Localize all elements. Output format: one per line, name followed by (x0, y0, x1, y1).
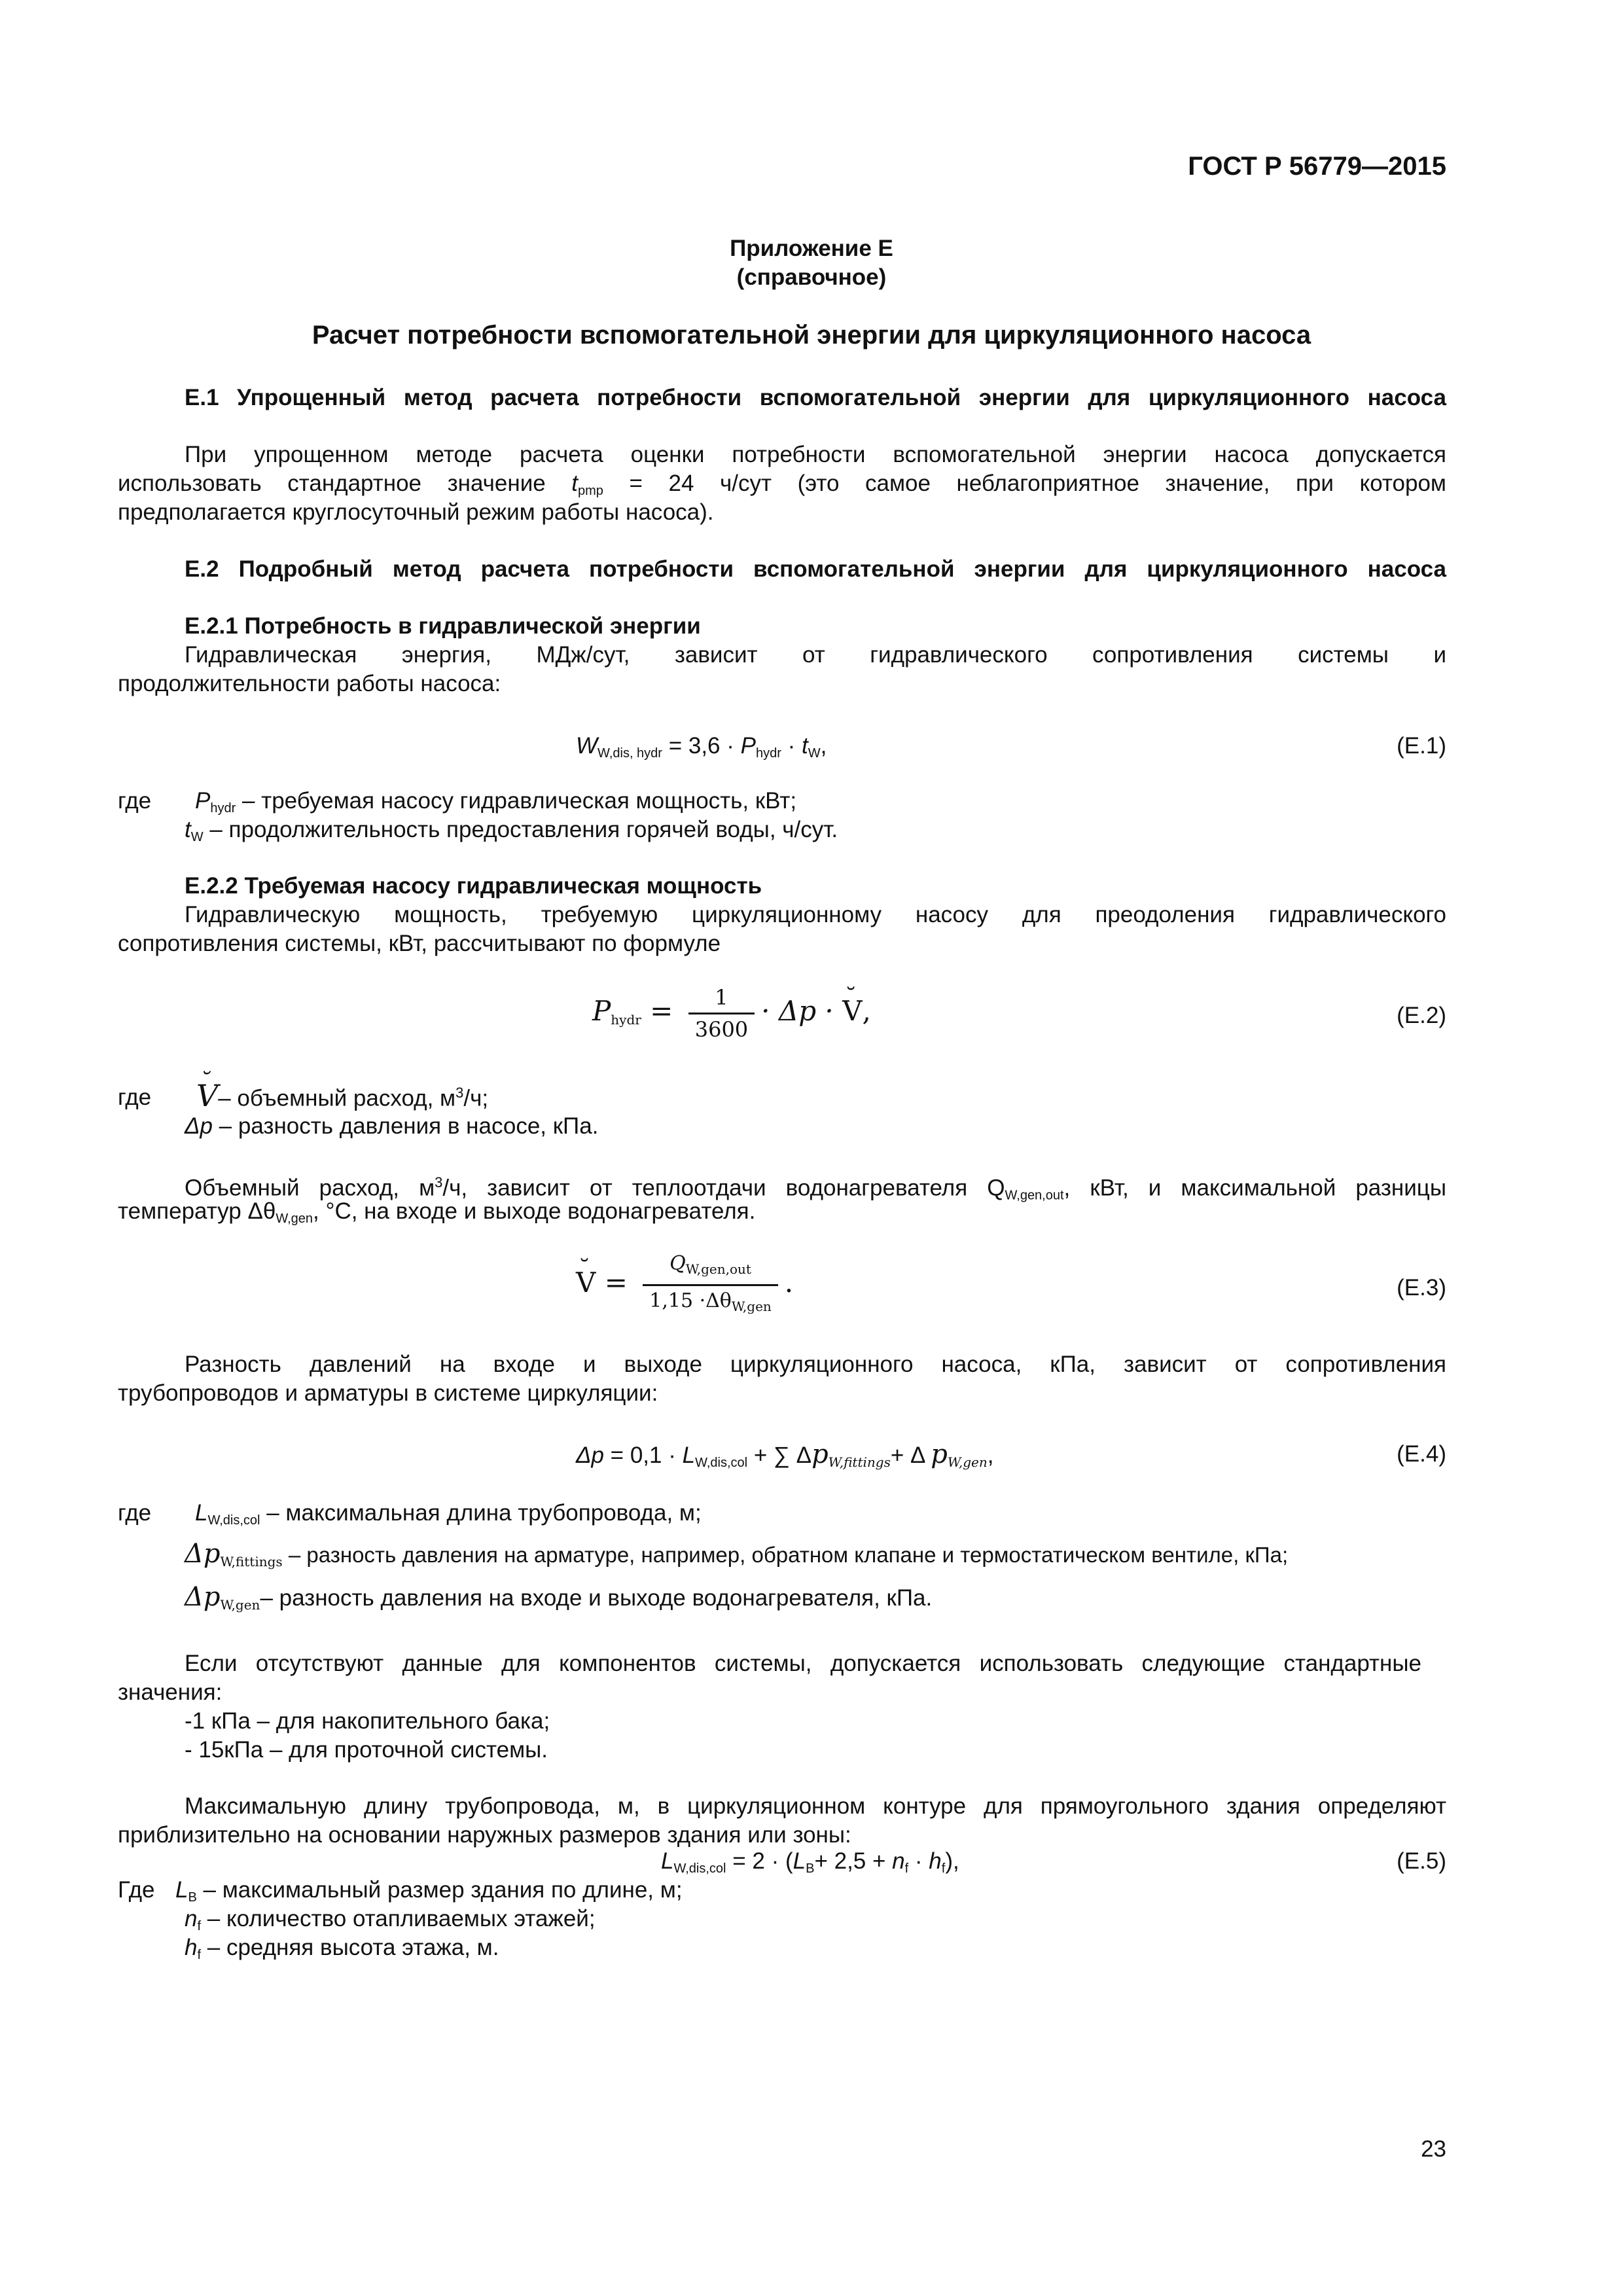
definition-item: $t_W$ – продолжительность предоставления горячей воды, ч/сут. (185, 817, 838, 844)
paragraph-line: температур $\Delta\theta_{W,gen}$, °С, на входе и выходе водонагревателя. (118, 1198, 756, 1226)
where-label: где (118, 788, 152, 814)
formula-e4: $\Delta p = 0,1 \cdot L_{W,dis,col}$ + ∑ $\Delta p_{W,fittings}+ \Delta$ $p_{W,gen}$, (576, 1439, 994, 1470)
section-heading-e2: Е.2 Подробный метод расчета потребности вспомогательной энергии для циркуляционного насоса (185, 556, 1446, 582)
standard-number: ГОСТ Р 56779—2015 (1188, 152, 1446, 181)
paragraph-line: предполагается круглосуточный режим работы насоса). (118, 499, 714, 525)
where-label: где (118, 1500, 152, 1526)
paragraph-line: значения: (118, 1679, 223, 1705)
paragraph-line: Гидравлическую мощность, требуемую циркуляционному насосу для преодоления гидравлического (185, 902, 1446, 927)
definition-item: $n_f$ – количество отапливаемых этажей; (185, 1906, 596, 1933)
paragraph-line: Разность давлений на входе и выходе циркуляционного насоса, кПа, зависит от сопротивления (185, 1352, 1446, 1377)
paragraph-line: использовать стандартное значение $t_{pmp} = 24$ ч/сут (это самое неблагоприятное значение, при котором (118, 471, 1446, 498)
definition-item: $\Delta p_{W,fittings}$ – разность давления на арматуре, например, обратном клапане и термостатическом вентиле, кПа; (185, 1539, 1289, 1570)
page-number: 23 (1421, 2136, 1446, 2162)
appendix-type: (справочное) (736, 264, 887, 290)
equation-number: (Е.1) (1397, 733, 1446, 759)
paragraph-line: Объемный расход, $м^3/ч$, зависит от теплоотдачи водонагревателя $Q_{W,gen,out}$, кВт, и максимальной разницы (185, 1174, 1446, 1203)
equation-number: (Е.2) (1397, 1003, 1446, 1028)
where-label: где (118, 1085, 152, 1110)
section-heading-e21: Е.2.1 Потребность в гидравлической энергии (185, 613, 701, 639)
definition-item: $P_{hydr}$ – требуемая насосу гидравлическая мощность, кВт; (195, 788, 797, 816)
paragraph-line: приблизительно на основании наружных размеров здания или зоны: (118, 1822, 851, 1848)
page-title: Расчет потребности вспомогательной энергии для циркуляционного насоса (312, 321, 1311, 350)
section-heading-e1: Е.1 Упрощенный метод расчета потребности вспомогательной энергии для циркуляционного насоса (185, 385, 1446, 410)
definition-item: $\Delta p_{W,gen}-$ разность давления на входе и выходе водонагревателя, кПа. (185, 1582, 933, 1613)
definition-item: Δp – разность давления в насосе, кПа. (185, 1113, 599, 1139)
paragraph-line: сопротивления системы, кВт, рассчитывают по формуле (118, 931, 721, 956)
formula-e5: $L_{W,dis,col} = 2 \cdot (L_B+ 2,5 + n_f \cdot h_f)$, (661, 1848, 959, 1876)
equation-number: (Е.4) (1397, 1441, 1446, 1467)
paragraph-line: Если отсутствуют данные для компонентов системы, допускается использовать следующие стандартные (185, 1651, 1421, 1676)
list-item: -1 кПа – для накопительного бака; (185, 1708, 550, 1734)
section-heading-e22: Е.2.2 Требуемая насосу гидравлическая мощность (185, 873, 762, 899)
paragraph-line: Максимальную длину трубопровода, м, в циркуляционном контуре для прямоугольного здания определяют (185, 1793, 1446, 1819)
paragraph-line: При упрощенном методе расчета оценки потребности вспомогательной энергии насоса допускается (185, 442, 1446, 467)
equation-number: (Е.5) (1397, 1848, 1446, 1874)
definition-item: $L_{W,dis,col}$ – максимальная длина трубопровода, м; (195, 1500, 702, 1528)
where-label: Где (118, 1877, 155, 1903)
paragraph-line: трубопроводов и арматуры в системе циркуляции: (118, 1380, 658, 1406)
appendix-title: Приложение Е (730, 236, 893, 261)
definition-item: $L_B$ – максимальный размер здания по длине, м; (175, 1877, 683, 1905)
formula-e1: $W_{W,dis, hydr} = 3,6 \cdot P_{hydr} \cdot t_W$, (576, 733, 827, 761)
paragraph-line: Гидравлическая энергия, МДж/сут, зависит от гидравлического сопротивления системы и (185, 642, 1446, 668)
formula-e2: $P_{hydr}$ = $\frac{1}{3600}$ · Δp · ˘ V, (592, 975, 959, 1047)
definition-item: ˘ V– объемный расход, $м^3/ч$; (196, 1079, 1440, 1113)
definition-item: $h_f$ – средняя высота этажа, м. (185, 1935, 499, 1962)
list-item: - 15кПа – для проточной системы. (185, 1737, 548, 1763)
equation-number: (Е.3) (1397, 1275, 1446, 1300)
formula-e3: ˘ V = $\frac{Q_{W,gen,out}}{1,15 \cdot\Delta\theta_{W,gen}}$ . (576, 1244, 903, 1322)
paragraph-line: продолжительности работы насоса: (118, 671, 501, 696)
